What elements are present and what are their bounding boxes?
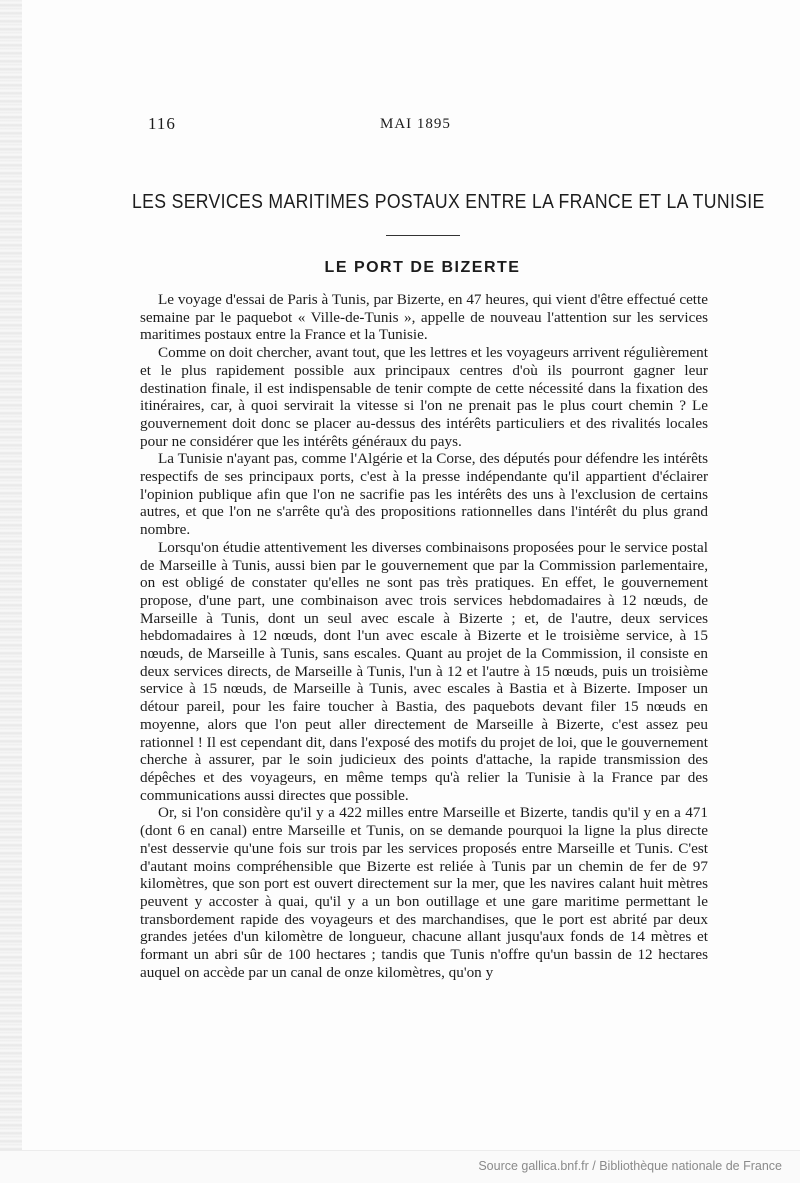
paragraph: Le voyage d'essai de Paris à Tunis, par Bizerte, en 47 heures, qui vient d'être effectué cette semaine par le paquebot « Ville-de-Tunis », appelle de nouveau l'attention sur les services maritimes postaux entre la France et la Tunisie.	[140, 291, 708, 344]
paragraph: Comme on doit chercher, avant tout, que les lettres et les voyageurs arrivent régulièrement et le plus rapidement possible aux principaux centres d'où ils pourront gagner leur destination finale, il est indispensable de tenir compte de cette nécessité dans la fixation des itinéraires, car, à quoi servirait la vitesse si l'on ne prenait pas le plus court chemin ? Le gouvernement doit donc se placer au-dessus des intérêts particuliers et des rivalités locales pour ne considérer que les intérêts généraux du pays.	[140, 344, 708, 450]
paragraph: Or, si l'on considère qu'il y a 422 milles entre Marseille et Bizerte, tandis qu'il y en a 471 (dont 6 en canal) entre Marseille et Tunis, on se demande pourquoi la ligne la plus directe n'est desservie qu'une fois sur trois par les services proposés entre Marseille et Tunis. C'est d'autant moins compréhensible que Bizerte est reliée à Tunis par un chemin de fer de 97 kilomètres, que son port est ouvert directement sur la mer, que les navires calant huit mètres peuvent y accoster à quai, qu'il y a un bon outillage et une gare maritime permettant le transbordement rapide des voyageurs et des marchandises, que le port est abrité par deux grandes jetées d'un kilomètre de longueur, chacune allant jusqu'aux fonds de 14 mètres et formant un abri sûr de 100 hectares ; tandis que Tunis n'offre qu'un bassin de 12 hectares auquel on accède par un canal de onze kilomètres, qu'on y	[140, 804, 708, 981]
article-body	[140, 291, 708, 981]
article-subtitle: LE PORT DE BIZERTE	[324, 259, 521, 276]
page-header	[148, 114, 708, 138]
paragraph: La Tunisie n'ayant pas, comme l'Algérie et la Corse, des députés pour défendre les intérêts respectifs de ses principaux ports, c'est à la presse indépendante qu'il appartient d'éclairer l'opinion publique afin que l'on ne sacrifie pas les intérêts des uns à l'exclusion de certains autres, et que l'on ne s'arrête qu'à des propositions rationnelles dans l'intérêt du plus grand nombre.	[140, 450, 708, 539]
page-number: 116	[148, 114, 176, 133]
paragraph: Lorsqu'on étudie attentivement les diverses combinaisons proposées pour le service postal de Marseille à Tunis, aussi bien par le gouvernement que par la Commission parlementaire, on est obligé de constater qu'elles ne sont pas très pratiques. En effet, le gouvernement propose, d'une part, une combinaison avec trois services hebdomadaires à 12 nœuds, de Marseille à Tunis, dont un seul avec escale à Bizerte ; et, de l'autre, deux services hebdomadaires à 12 nœuds, dont l'un avec escale à Bizerte et le troisième service, à 15 nœuds, de Marseille à Tunis, sans escales. Quant au projet de la Commission, il consiste en deux services directs, de Marseille à Tunis, l'un à 12 et l'autre à 15 nœuds, puis un troisième service à 15 nœuds, de Marseille à Tunis, avec escales à Bastia et à Bizerte. Imposer un détour pareil, pour les faire toucher à Bastia, des paquebots devant filer 15 nœuds en moyenne, alors que l'on peut aller directement de Marseille à Bizerte, c'est assez peu rationnel ! Il est cependant dit, dans l'exposé des motifs du projet de loi, que le gouvernement cherche à assurer, par le soin judicieux des points d'attache, la rapide transmission des dépêches et des voyageurs, en même temps qu'à relier la Tunisie à la France par des communications aussi directes que possible.	[140, 538, 708, 804]
article-title: LES SERVICES MARITIMES POSTAUX ENTRE LA FRANCE ET LA TUNISIE	[132, 190, 765, 213]
source-credit: Source gallica.bnf.fr / Bibliothèque nationale de France	[478, 1159, 782, 1173]
title-divider	[386, 235, 460, 236]
scan-edge-texture	[0, 0, 22, 1150]
page-date: MAI 1895	[380, 116, 451, 132]
